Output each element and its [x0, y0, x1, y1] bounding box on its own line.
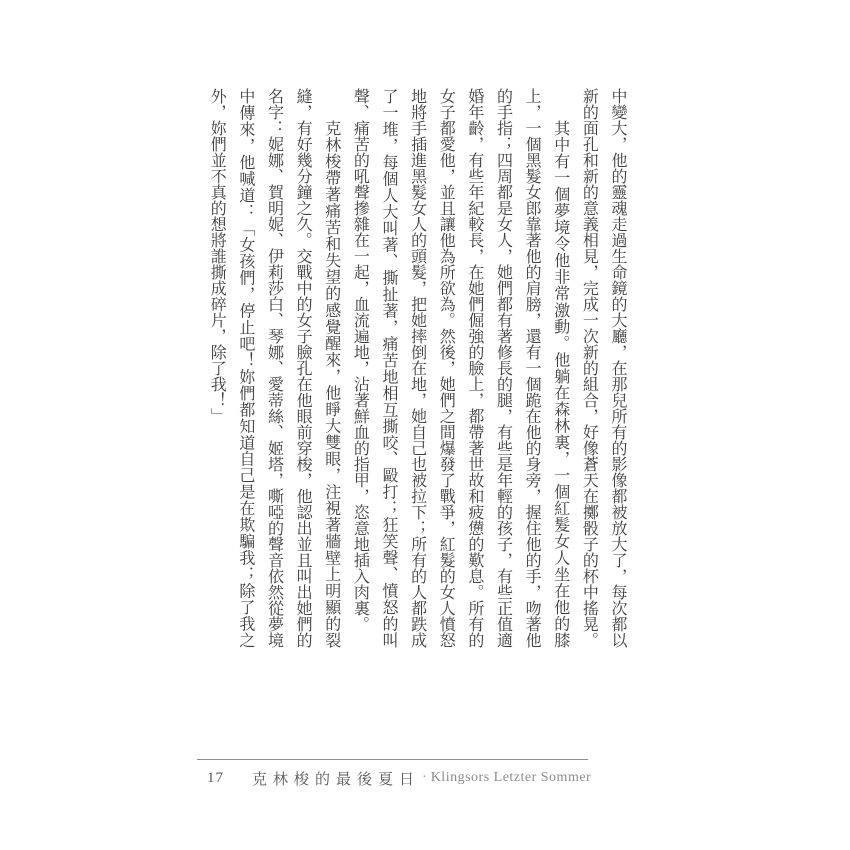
book-title-german: Klingsors Letzter Sommer — [430, 770, 592, 785]
paragraph-3: 克林梭帶著痛苦和失望的感覺醒來，他睜大雙眼，注視著牆壁上明顯的裂縫，有好幾分鐘之久。交戰中的女子臉孔在他眼前穿梭，他認出並且叫出她們的名字：妮娜、賀明妮、伊莉莎白、琴娜、愛蒂絲、姬塔，嘶啞的聲音依然從夢境中傳來，他喊道：「女孩們，停止吧！妳們都知道自己是在欺騙我；除了我之外，妳們並不真的想將誰撕成碎片，除了我！」 — [208, 88, 340, 648]
page-footer — [207, 767, 591, 789]
title-separator-dot: · — [422, 770, 427, 785]
footer-divider — [197, 759, 588, 760]
book-title-chinese: 克林梭的最後夏日 — [252, 771, 421, 788]
page-number: 17 — [207, 769, 224, 786]
body-text — [202, 88, 631, 648]
paragraph-1: 中變大，他的靈魂走過生命鏡的大廳，在那兒所有的影像都被放大了，每次都以新的面孔和新的意義相見，完成一次新的組合，好像蒼天在擲骰子的杯中搖晃。 — [580, 88, 626, 648]
paragraph-2: 其中有一個夢境令他非常激動。他躺在森林裏，一個紅髮女人坐在他的膝上，一個黑髮女郎靠著他的肩膀，還有一個跪在他的身旁，握住他的手，吻著他的手指；四周都是女人，她們都有著修長的腿，有些是年輕的孩子，有些正值適婚年齡，有些年紀較長，在她們倔強的臉上，都帶著世故和疲憊的歎息。所有的女子都愛他，並且讓他為所欲為。然後，她們之間爆發了戰爭，紅髮的女人憤怒地將手插進黑髮女人的頭髮，把她摔倒在地，她自己也被拉下；所有的人都跌成了一堆，每個人大叫著、撕扯著，痛苦地相互撕咬、毆打；狂笑聲、憤怒的叫聲、痛苦的吼聲摻雜在一起，血流遍地，沾著鮮血的指甲，恣意地插入肉裏。 — [351, 88, 569, 648]
